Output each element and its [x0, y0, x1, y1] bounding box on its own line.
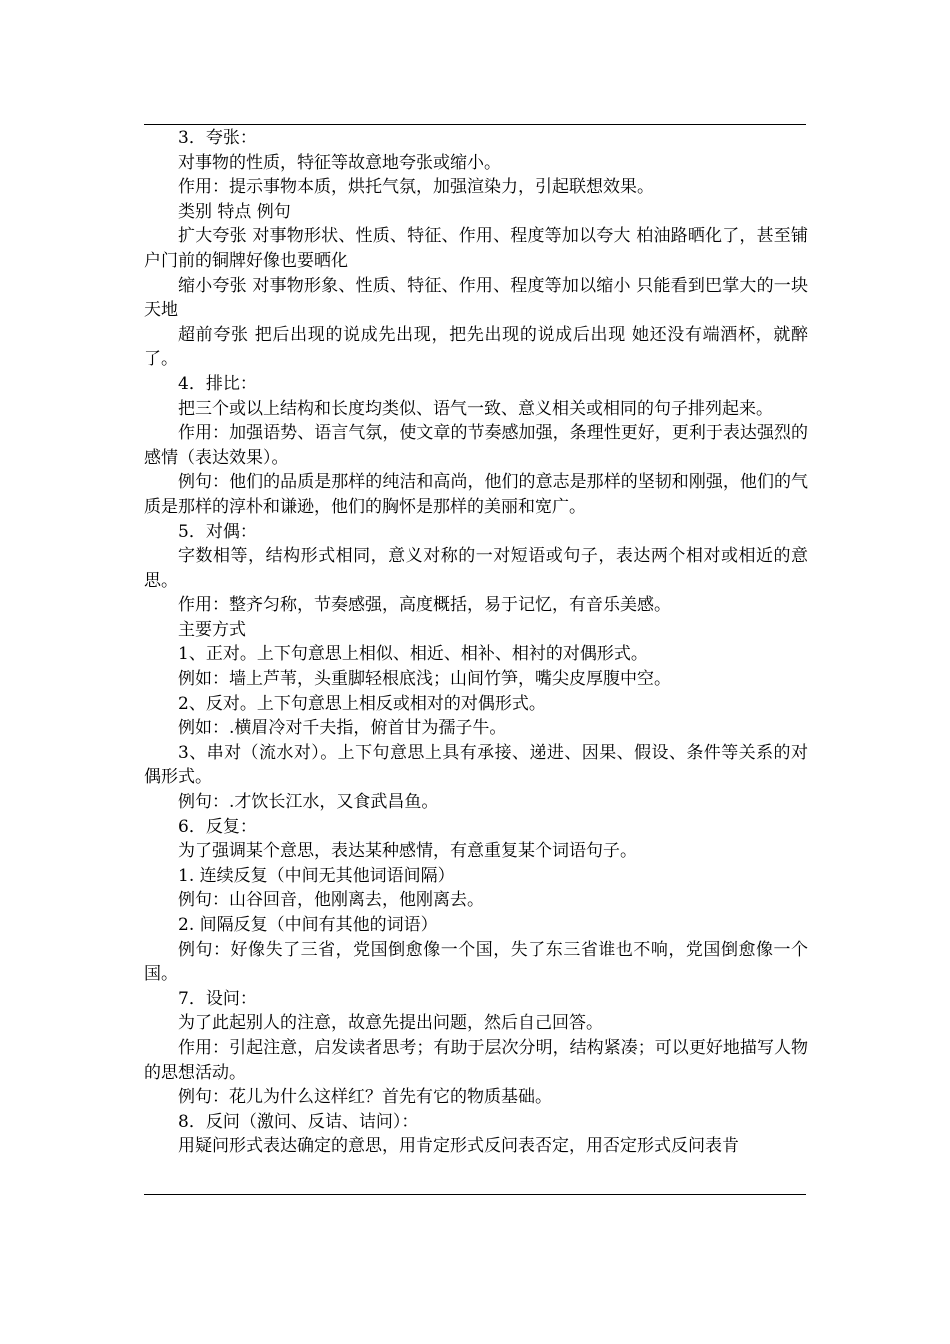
paragraph: 例如：墙上芦苇，头重脚轻根底浅；山间竹笋，嘴尖皮厚腹中空。	[178, 669, 671, 690]
document-body	[144, 126, 808, 1159]
paragraph: 例句：山谷回音，他刚离去，他刚离去。	[178, 890, 484, 911]
paragraph: 8．反问（激问、反诘、诘问）：	[178, 1111, 419, 1132]
footer-rule	[144, 1194, 806, 1195]
paragraph: 2、反对。上下句意思上相反或相对的对偶形式。	[178, 693, 546, 714]
paragraph: 1、正对。上下句意思上相似、相近、相补、相衬的对偶形式。	[178, 644, 648, 665]
paragraph: 例句：花儿为什么这样红？首先有它的物质基础。	[178, 1087, 552, 1108]
paragraph: 作用：引起注意，启发读者思考；有助于层次分明，结构紧凑；可以更好地描写人物的思想活动。	[144, 1037, 808, 1083]
paragraph: 主要方式	[178, 619, 246, 640]
paragraph: 作用：加强语势、语言气氛，使文章的节奏感加强，条理性更好，更利于表达强烈的感情（表达效果）。	[144, 423, 808, 468]
paragraph: 作用：整齐匀称，节奏感强，高度概括，易于记忆，有音乐美感。	[178, 595, 671, 616]
paragraph: 类别 特点 例句	[178, 201, 291, 222]
paragraph: 字数相等，结构形式相同，意义对称的一对短语或句子，表达两个相对或相近的意思。	[144, 546, 808, 591]
paragraph: 为了此起别人的注意，故意先提出问题，然后自己回答。	[178, 1013, 603, 1034]
paragraph: 例如：.横眉冷对千夫指，俯首甘为孺子牛。	[178, 718, 507, 739]
paragraph: 2. 间隔反复（中间有其他的词语）	[178, 915, 438, 935]
paragraph: 例句：他们的品质是那样的纯洁和高尚，他们的意志是那样的坚韧和刚强，他们的气质是那样的淳朴和谦逊，他们的胸怀是那样的美丽和宽广。	[144, 472, 808, 517]
paragraph: 4．排比：	[178, 373, 257, 394]
header-rule	[144, 124, 806, 125]
paragraph: 用疑问形式表达确定的意思，用肯定形式反问表否定，用否定形式反问表肯	[178, 1136, 739, 1157]
paragraph: 作用：提示事物本质，烘托气氛，加强渲染力，引起联想效果。	[178, 177, 654, 198]
paragraph: 7．设问：	[178, 988, 257, 1009]
paragraph: 缩小夸张 对事物形象、性质、特征、作用、程度等加以缩小 只能看到巴掌大的一块天地	[144, 275, 808, 321]
paragraph: 例句：好像失了三省，党国倒愈像一个国，失了东三省谁也不响，党国倒愈像一个国。	[144, 939, 808, 985]
paragraph: 把三个或以上结构和长度均类似、语气一致、意义相关或相同的句子排列起来。	[178, 398, 773, 419]
paragraph: 5．对偶：	[178, 521, 257, 542]
paragraph: 例句：.才饮长江水，又食武昌鱼。	[178, 792, 439, 813]
paragraph: 1. 连续反复（中间无其他词语间隔）	[178, 865, 455, 886]
paragraph: 3、串对（流水对）。上下句意思上具有承接、递进、因果、假设、条件等关系的对偶形式。	[144, 742, 808, 788]
paragraph: 3．夸张：	[178, 128, 257, 148]
paragraph: 扩大夸张 对事物形状、性质、特征、作用、程度等加以夸大 柏油路晒化了，甚至铺户门前的铜牌好像也要晒化	[144, 226, 808, 271]
paragraph: 为了强调某个意思，表达某种感情，有意重复某个词语句子。	[178, 841, 637, 862]
paragraph: 6．反复：	[178, 816, 257, 837]
paragraph: 对事物的性质，特征等故意地夸张或缩小。	[178, 152, 501, 173]
paragraph: 超前夸张 把后出现的说成先出现，把先出现的说成后出现 她还没有端酒杯，就醉了。	[144, 324, 808, 370]
